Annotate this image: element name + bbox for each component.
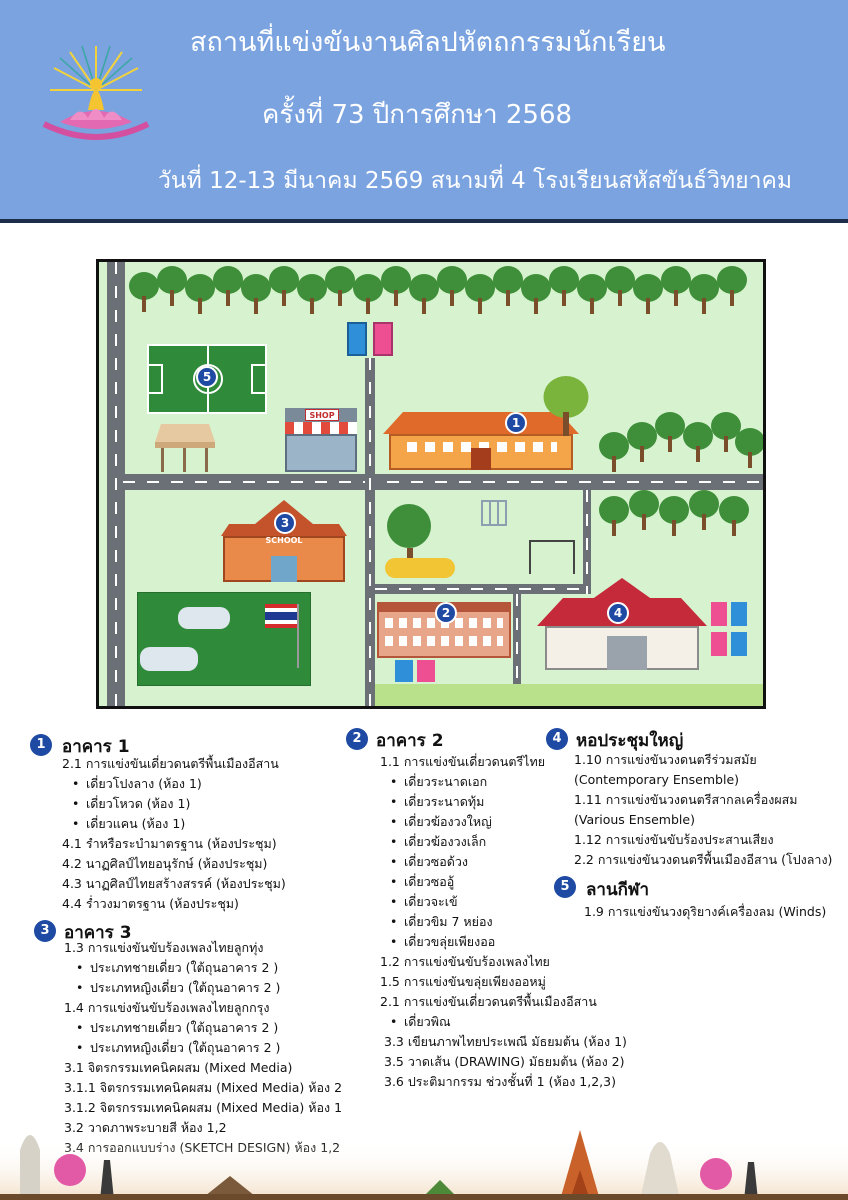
legend-badge-1: 1 — [30, 734, 52, 756]
legend-badge-4: 4 — [546, 728, 568, 750]
legend-item: 1.10 การแข่งขันวงดนตรีร่วมสมัย — [574, 752, 757, 767]
restroom-building-2 — [395, 660, 437, 684]
legend-item: • เดี่ยวแคน (ห้อง 1) — [86, 816, 185, 832]
legend-title-building-3: อาคาร 3 — [64, 923, 132, 943]
legend-item: • เดี่ยวจะเข้ — [404, 894, 458, 910]
pavilion — [155, 424, 215, 474]
legend-item: 3.1 จิตรกรรมเทคนิคผสม (Mixed Media) — [64, 1060, 293, 1075]
legend-item: • ประเภทชายเดี่ยว (ใต้ถุนอาคาร 2 ) — [90, 960, 278, 976]
map-marker-1[interactable]: 1 — [505, 412, 527, 434]
building-4-hall — [537, 578, 707, 670]
legend-item: • เดี่ยวขิม 7 หย่อง — [404, 914, 493, 930]
legend-title-field-5: ลานกีฬา — [586, 880, 650, 900]
header-title: สถานที่แข่งขันงานศิลปหัตถกรรมนักเรียน — [190, 27, 666, 58]
legend-item: 3.2 วาดภาพระบายสี ห้อง 1,2 — [64, 1120, 227, 1135]
legend-item: 3.1.2 จิตรกรรมเทคนิคผสม (Mixed Media) ห้อง 1 — [64, 1100, 343, 1115]
header-edition: ครั้งที่ 73 ปีการศึกษา 2568 — [262, 100, 573, 130]
playground — [381, 498, 581, 582]
legend-item: • ประเภทหญิงเดี่ยว (ใต้ถุนอาคาร 2 ) — [90, 1040, 280, 1056]
legend-item: (Contemporary Ensemble) — [574, 772, 740, 787]
legend-item: 2.1 การแข่งขันเดี่ยวดนตรีพื้นเมืองอีสาน — [62, 756, 279, 771]
restroom-hall — [711, 602, 751, 660]
school-seal-icon — [40, 40, 152, 152]
legend-item: 1.3 การแข่งขันขับร้องเพลงไทยลูกทุ่ง — [64, 940, 264, 955]
restroom-top — [347, 322, 395, 358]
legend-item: • เดี่ยวฆ้องวงใหญ่ — [404, 814, 492, 830]
legend-item: 3.3 เขียนภาพไทยประเพณี มัธยมต้น (ห้อง 1) — [384, 1034, 627, 1049]
shop — [285, 408, 357, 472]
legend-item: 4.4 ร่ำวงมาตรฐาน (ห้องประชุม) — [62, 896, 239, 911]
legend-item: • เดี่ยวโหวด (ห้อง 1) — [86, 796, 190, 812]
legend-badge-5: 5 — [554, 876, 576, 898]
tree-near-building-1 — [544, 376, 589, 436]
legend-item: • เดี่ยวโปงลาง (ห้อง 1) — [86, 776, 202, 792]
map-marker-3[interactable]: 3 — [274, 512, 296, 534]
header-divider — [0, 219, 848, 223]
legend-badge-3: 3 — [34, 920, 56, 942]
header-banner — [0, 0, 848, 219]
venue-map — [96, 259, 766, 709]
school-sign: SCHOOL — [265, 536, 303, 545]
legend-item: • เดี่ยวขลุ่ยเพียงออ — [404, 934, 495, 950]
map-marker-5[interactable]: 5 — [196, 366, 218, 388]
legend-item: • เดี่ยวพิณ — [404, 1014, 451, 1030]
legend-item: 3.5 วาดเส้น (DRAWING) มัธยมต้น (ห้อง 2) — [384, 1054, 625, 1069]
legend-item: 4.2 นาฏศิลป์ไทยอนุรักษ์ (ห้องประชุม) — [62, 856, 268, 871]
legend-item: 1.9 การแข่งขันวงดุริยางค์เครื่องลม (Winds) — [584, 904, 827, 919]
legend-item: (Various Ensemble) — [574, 812, 695, 827]
legend-item: • ประเภทหญิงเดี่ยว (ใต้ถุนอาคาร 2 ) — [90, 980, 280, 996]
legend-item: 3.6 ประติมากรรม ช่วงชั้นที่ 1 (ห้อง 1,2,3) — [384, 1074, 616, 1089]
legend-item: 1.12 การแข่งขันขับร้องประสานเสียง — [574, 832, 774, 847]
legend-item: 1.5 การแข่งขันขลุ่ยเพียงออหมู่ — [380, 974, 546, 989]
legend-item: 4.3 นาฏศิลป์ไทยสร้างสรรค์ (ห้องประชุม) — [62, 876, 286, 891]
legend-item: 1.1 การแข่งขันเดี่ยวดนตรีไทย — [380, 754, 546, 769]
legend-item: 3.1.1 จิตรกรรมเทคนิคผสม (Mixed Media) ห้อง 2 — [64, 1080, 343, 1095]
legend-item: 2.1 การแข่งขันเดี่ยวดนตรีพื้นเมืองอีสาน — [380, 994, 597, 1009]
road-main — [123, 474, 766, 490]
legend-item: • เดี่ยวซออู้ — [404, 874, 454, 890]
thai-flag-icon — [265, 604, 297, 628]
lawn-strip — [375, 684, 766, 709]
legend-title-building-2: อาคาร 2 — [376, 731, 444, 751]
legend-item: 1.11 การแข่งขันวงดนตรีสากลเครื่องผสม — [574, 792, 798, 807]
legend-item: 2.2 การแข่งขันวงดนตรีพื้นเมืองอีสาน (โปงลาง) — [574, 852, 833, 867]
legend-item: • เดี่ยวระนาดทุ้ม — [404, 794, 484, 810]
header-date-venue: วันที่ 12-13 มีนาคม 2569 สนามที่ 4 โรงเรียนสหัสขันธ์วิทยาคม — [158, 168, 793, 194]
footer-decoration — [0, 1110, 848, 1200]
flagpole — [297, 604, 299, 668]
map-marker-4[interactable]: 4 — [607, 602, 629, 624]
road-center — [365, 358, 375, 709]
legend-title-building-1: อาคาร 1 — [62, 737, 130, 757]
legend-item: • เดี่ยวฆ้องวงเล็ก — [404, 834, 486, 850]
legend-item: • เดี่ยวระนาดเอก — [404, 774, 487, 790]
legend-item: 4.1 รำหรือระบำมาตรฐาน (ห้องประชุม) — [62, 836, 277, 851]
legend-item: • เดี่ยวซอด้วง — [404, 854, 468, 870]
shop-sign: SHOP — [305, 409, 339, 421]
legend-badge-2: 2 — [346, 728, 368, 750]
temple-skyline-icon — [0, 1110, 848, 1200]
legend-item: 1.4 การแข่งขันขับร้องเพลงไทยลูกกรุง — [64, 1000, 270, 1015]
legend-item: • ประเภทชายเดี่ยว (ใต้ถุนอาคาร 2 ) — [90, 1020, 278, 1036]
map-marker-2[interactable]: 2 — [435, 602, 457, 624]
legend-item: 1.2 การแข่งขันขับร้องเพลงไทย — [380, 954, 550, 969]
legend-title-building-4: หอประชุมใหญ่ — [576, 731, 684, 751]
